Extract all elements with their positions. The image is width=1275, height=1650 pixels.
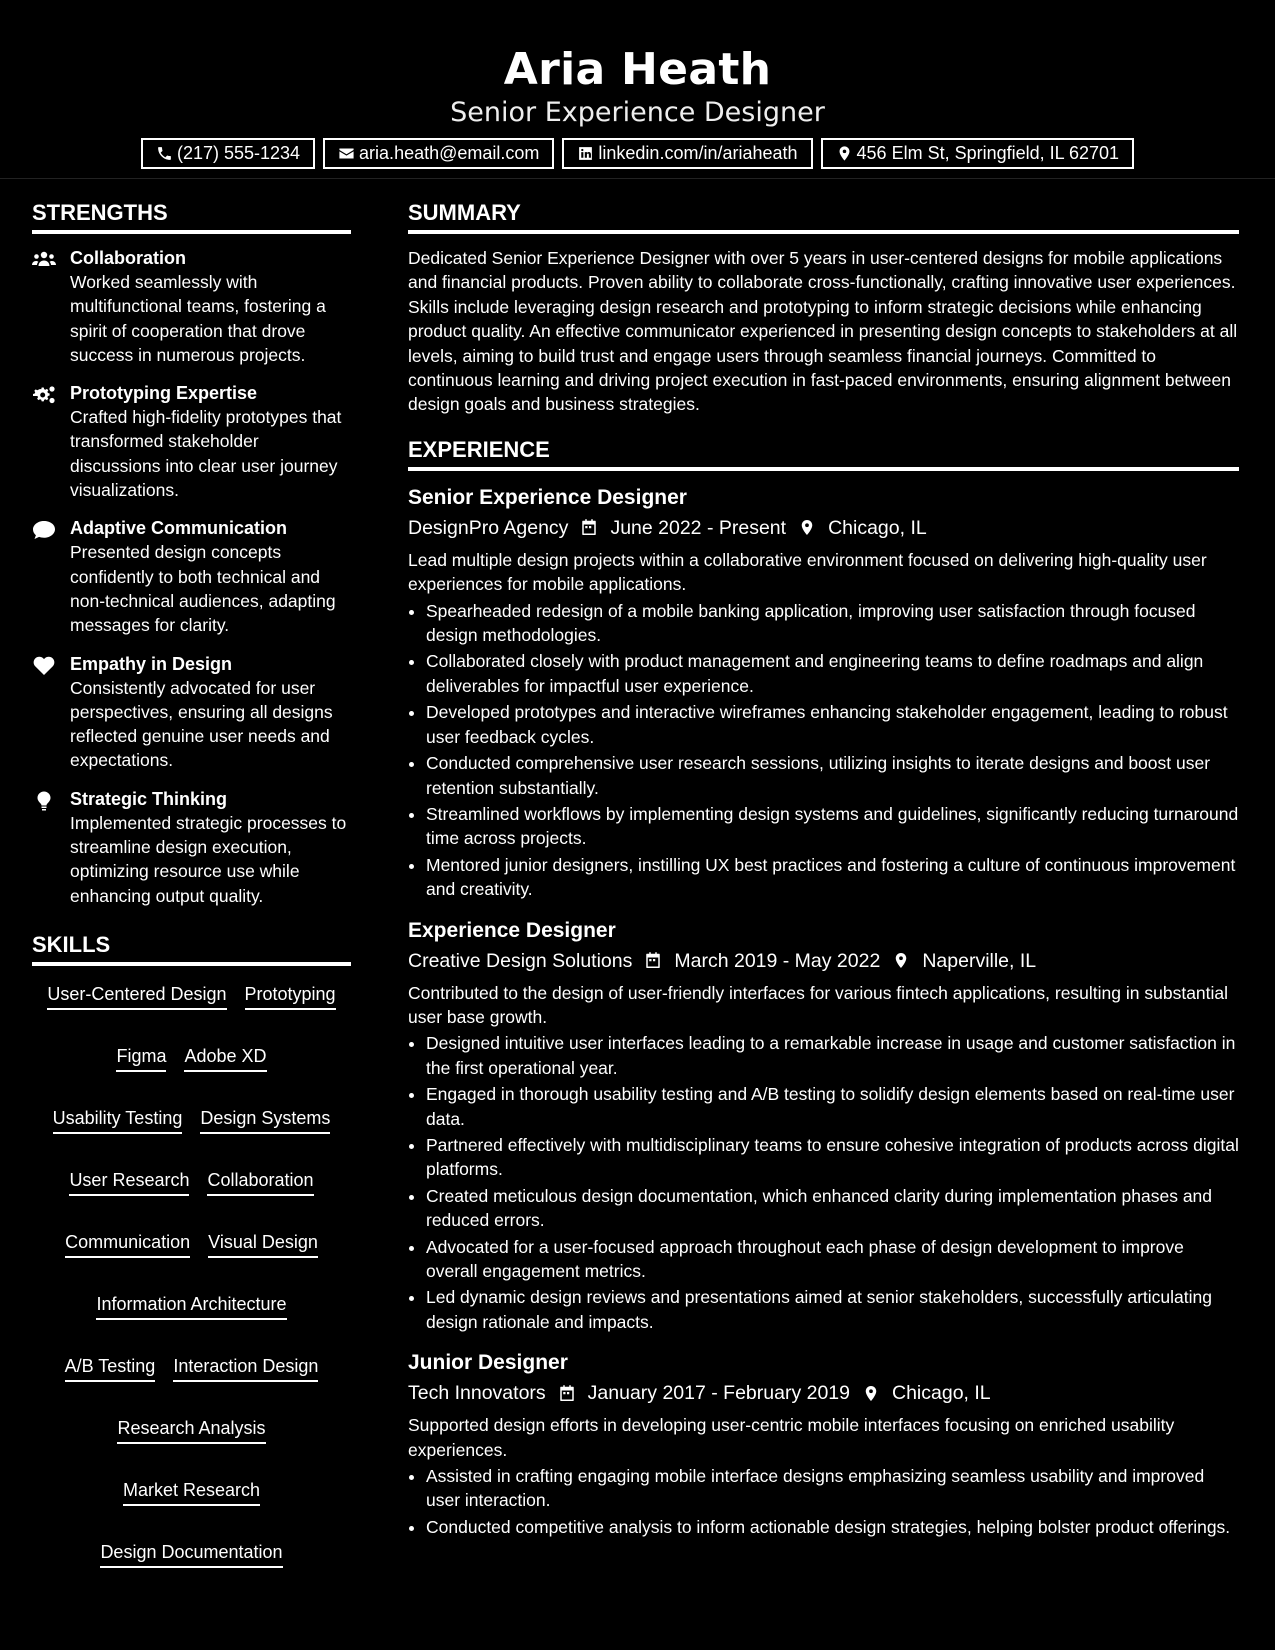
calendar-icon: [558, 1384, 576, 1403]
skill-tag: Figma: [116, 1044, 166, 1072]
resume-header: [0, 0, 1275, 179]
job-bullets: [408, 1031, 1239, 1334]
list-item: • Advocated for a user-focused approach throughout each phase of design development to improve overall engagement metrics.: [426, 1235, 1239, 1284]
contact-bar: [0, 138, 1275, 169]
comment-icon: [32, 520, 56, 540]
summary-heading: SUMMARY: [408, 196, 1239, 234]
strength-item: [32, 381, 351, 502]
list-item: • Mentored junior designers, instilling UX best practices and fostering a culture of continuous improvement and creativity.: [426, 853, 1239, 902]
skill-tag: Design Systems: [200, 1106, 330, 1134]
job-entry: [408, 916, 1239, 1335]
skill-tag: Adobe XD: [184, 1044, 266, 1072]
strengths-heading: STRENGTHS: [32, 196, 351, 234]
job-meta: [408, 513, 1239, 543]
skill-tag: Communication: [65, 1230, 190, 1258]
job-title: Junior Designer: [408, 1351, 568, 1375]
heart-icon: [32, 656, 56, 676]
job-description: Lead multiple design projects within a collaborative environment focused on delivering high-quality user experiences for mobile applications.: [408, 549, 1207, 595]
job-title: Senior Experience Designer: [408, 485, 687, 509]
skill-tag: User Research: [69, 1168, 189, 1196]
list-item: • Spearheaded redesign of a mobile banking application, improving user satisfaction through focused design methodologies.: [426, 599, 1239, 648]
list-item: • Streamlined workflows by implementing design systems and guidelines, significantly reducing turnaround time across projects.: [426, 802, 1239, 851]
skill-tag: Interaction Design: [173, 1354, 318, 1382]
skill-tag: Design Documentation: [100, 1540, 282, 1568]
left-column: [32, 196, 351, 1568]
skill-tag: Research Analysis: [117, 1416, 265, 1444]
job-bullets: [408, 599, 1239, 902]
strength-item: [32, 652, 351, 773]
strength-item: [32, 516, 351, 637]
job-entry: [408, 483, 1239, 902]
linkedin-icon: [577, 145, 594, 162]
skills-list: [32, 982, 351, 1568]
job-location: Chicago, IL: [892, 1382, 991, 1405]
strength-title: Collaboration: [70, 248, 186, 268]
linkedin-text: linkedin.com/in/ariaheath: [598, 143, 798, 163]
strength-item: [32, 246, 351, 367]
cogs-icon: [32, 385, 56, 405]
strength-title: Prototyping Expertise: [70, 383, 258, 404]
list-item: • Conducted comprehensive user research sessions, utilizing insights to iterate designs and boost user retention substantially.: [426, 751, 1239, 800]
list-item: • Created meticulous design documentation, which enhanced clarity during implementation phases and reduced errors.: [426, 1184, 1239, 1233]
contact-address: [821, 138, 1135, 169]
skill-tag: Visual Design: [208, 1230, 318, 1258]
envelope-icon: [338, 145, 355, 162]
strength-item: [32, 787, 351, 908]
strength-title: Adaptive Communication: [70, 518, 288, 539]
list-item: • Led dynamic design reviews and presentations aimed at senior stakeholders, successfully articulating design rationale and impacts.: [426, 1285, 1239, 1334]
skill-tag: Prototyping: [245, 982, 336, 1010]
list-item: • Collaborated closely with product management and engineering teams to define roadmaps and align deliverables for impactful user experience.: [426, 649, 1239, 698]
strength-desc: Crafted high-fidelity prototypes that transformed stakeholder discussions into clear user journey visualizations.: [70, 407, 342, 501]
job-entry: [408, 1348, 1239, 1539]
job-bullets: [408, 1464, 1239, 1539]
lightbulb-icon: [32, 791, 56, 811]
job-dates: June 2022 - Present: [610, 516, 787, 539]
job-dates: March 2019 - May 2022: [674, 949, 881, 972]
list-item: • Assisted in crafting engaging mobile interface designs emphasizing seamless usability and improved user interaction.: [426, 1464, 1239, 1513]
job-title: Experience Designer: [408, 918, 616, 942]
skill-tag: User-Centered Design: [47, 982, 226, 1010]
list-item: • Partnered effectively with multidisciplinary teams to ensure cohesive integration of products across digital platforms.: [426, 1133, 1239, 1182]
email-text: aria.heath@email.com: [359, 143, 540, 163]
map-marker-icon: [862, 1384, 880, 1403]
job-description: Supported design efforts in developing user-centric mobile interfaces focusing on enriched usability experiences.: [408, 1415, 1175, 1460]
job-location: Naperville, IL: [922, 949, 1037, 972]
job-company: Creative Design Solutions: [408, 949, 633, 972]
calendar-icon: [644, 951, 662, 970]
job-meta: [408, 1378, 1239, 1408]
contact-email[interactable]: [323, 138, 554, 169]
strength-desc: Consistently advocated for user perspectives, ensuring all designs reflected genuine user needs and expectations.: [70, 677, 333, 771]
experience-heading: EXPERIENCE: [408, 433, 1239, 471]
skills-heading: SKILLS: [32, 928, 351, 966]
strength-desc: Presented design concepts confidently to both technical and non-technical audiences, adapting messages for clarity.: [70, 542, 336, 636]
list-item: • Conducted competitive analysis to inform actionable design strategies, helping bolster product offerings.: [426, 1515, 1239, 1539]
job-dates: January 2017 - February 2019: [587, 1382, 850, 1405]
phone-text: (217) 555-1234: [176, 143, 301, 163]
job-company: DesignPro Agency: [408, 516, 569, 539]
phone-icon: [156, 145, 173, 162]
strength-title: Strategic Thinking: [70, 788, 228, 809]
skill-tag: Information Architecture: [96, 1292, 286, 1320]
skill-tag: Collaboration: [207, 1168, 313, 1196]
map-marker-icon: [892, 951, 910, 970]
strength-desc: Implemented strategic processes to streamline design execution, optimizing resource use while enhancing output quality.: [70, 812, 347, 906]
map-marker-icon: [836, 145, 853, 162]
skill-tag: Usability Testing: [53, 1106, 183, 1134]
address-text: 456 Elm St, Springfield, IL 62701: [856, 143, 1120, 163]
job-location: Chicago, IL: [828, 516, 927, 539]
skill-tag: Market Research: [123, 1478, 260, 1506]
right-column: [408, 196, 1239, 1553]
skill-tag: A/B Testing: [65, 1354, 156, 1382]
strength-title: Empathy in Design: [70, 653, 233, 674]
list-item: • Engaged in thorough usability testing and A/B testing to solidify design elements based on real-time user data.: [426, 1082, 1239, 1131]
calendar-icon: [580, 518, 598, 537]
list-item: • Developed prototypes and interactive wireframes enhancing stakeholder engagement, leading to robust user feedback cycles.: [426, 700, 1239, 749]
candidate-title: Senior Experience Designer: [450, 97, 825, 128]
job-meta: [408, 946, 1239, 976]
summary-text: Dedicated Senior Experience Designer with over 5 years in user-centered designs for mobile applications and financial products. Proven ability to collaborate cross-functionally, crafting innovative user experiences. Skills include leveraging design research and prototyping to inform strategic decisions while enhancing product quality. An effective communicator experienced in presenting design concepts to stakeholders at all levels, aiming to build trust and engage users through seamless financial journeys. Committed to continuous learning and driving project execution in fast-paced environments, ensuring alignment between design goals and business strategies.: [408, 248, 1238, 415]
map-marker-icon: [798, 518, 816, 537]
contact-phone[interactable]: [141, 138, 315, 169]
job-company: Tech Innovators: [408, 1382, 546, 1405]
strength-desc: Worked seamlessly with multifunctional teams, fostering a spirit of cooperation that drove success in numerous projects.: [70, 272, 326, 365]
list-item: • Designed intuitive user interfaces leading to a remarkable increase in usage and customer satisfaction in the first operational year.: [426, 1031, 1239, 1080]
contact-linkedin[interactable]: [562, 138, 812, 169]
job-description: Contributed to the design of user-friendly interfaces for various fintech applications, resulting in substantial user base growth.: [408, 982, 1229, 1027]
candidate-name: Aria Heath: [503, 44, 772, 95]
users-icon: [32, 250, 56, 270]
